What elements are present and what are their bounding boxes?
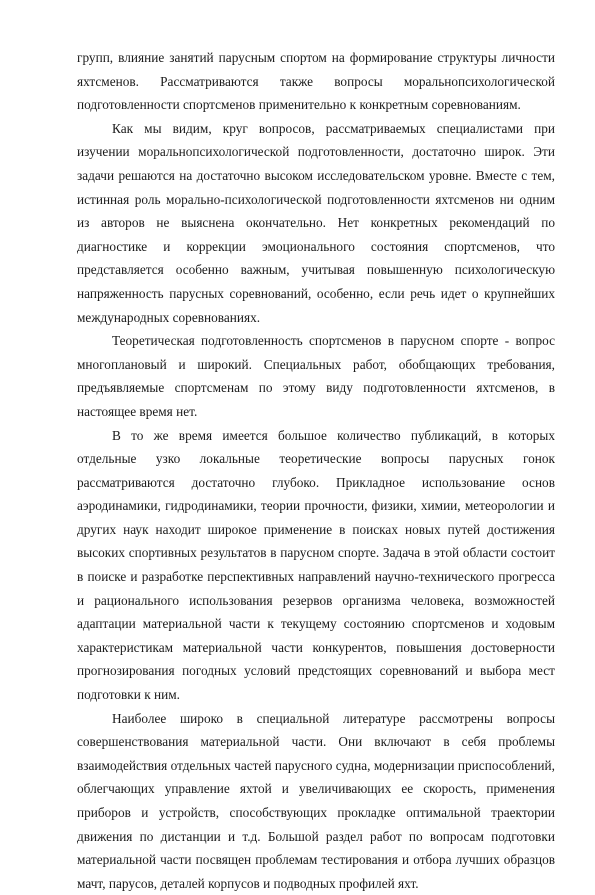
paragraph-5: Наиболее широко в специальной литературе рассмотрены вопросы совершенствования материальной части. Они включают в себя проблемы взаимодействия отдельных частей парусного судна, модернизации приспособлений, облегчающих управление яхтой и увеличивающих ее скорость, применения приборов и устройств, способствующих прокладке оптимальной траектории движения по дистанции и т.д. Большой раздел работ по вопросам подготовки материальной части посвящен проблемам тестирования и отбора лучших образцов мачт, парусов, деталей корпусов и подводных профилей яхт. [77,710,555,891]
paragraph-1: групп, влияние занятий парусным спортом на формирование структуры личности яхтсменов. Рассматриваются также вопросы моральнопсихологической подготовленности спортсменов применительно к конкретным соревнованиям. [77,50,555,113]
paragraph-3: Теоретическая подготовленность спортсменов в парусном спорте - вопрос многоплановый и широкий. Специальных работ, обобщающих требования, предъявляемые спортсменам по этому виду подготовленности яхтсменов, в настоящее время нет. [77,333,555,419]
document-page [77,46,555,895]
paragraph-4: В то же время имеется большое количество публикаций, в которых отдельные узко локальные теоретические вопросы парусных гонок рассматриваются достаточно глубоко. Прикладное использование основ аэродинамики, гидродинамики, теории прочности, физики, химии, метеорологии и других наук находит широкое применение в поисках новых путей достижения высоких спортивных результатов в парусном спорте. Задача в этой области состоит в поиске и разработке перспективных направлений научно-технического прогресса и рационального использования резервов организма человека, возможностей адаптации материальной части к текущему состоянию спортсменов и ходовым характеристикам материальной части конкурентов, повышения достоверности прогнозирования погодных условий предстоящих соревнований и выбора мест подготовки к ним. [77,427,555,703]
paragraph-2: Как мы видим, круг вопросов, рассматриваемых специалистами при изучении моральнопсихологической подготовленности, достаточно широк. Эти задачи решаются на достаточно высоком исследовательском уровне. Вместе с тем, истинная роль морально-психологической подготовленности яхтсменов ни одним из авторов не выяснена окончательно. Нет конкретных рекомендаций по диагностике и коррекции эмоционального состояния спортсменов, что представляется особенно важным, учитывая повышенную психологическую напряженность парусных соревнований, особенно, если речь идет о крупнейших международных соревнованиях. [77,120,555,325]
